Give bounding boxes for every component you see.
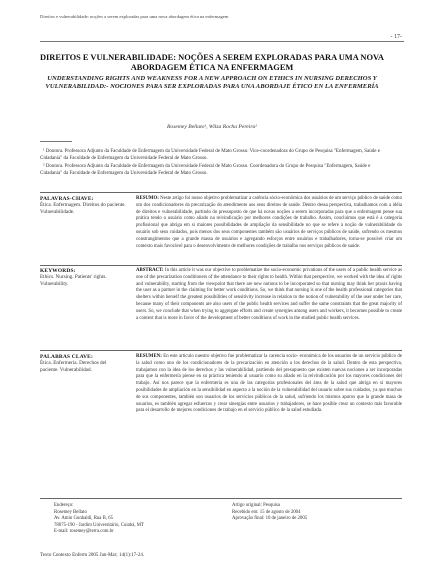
- article-title-english: UNDERSTANDING RIGHTS AND WEAKNESS FOR A NEW APPROACH ON ETHICS IN NURSING DERECHOS Y VULNERABILIDAD:- NOCIONES PARA SER EXPLORADAS PARA UNA ABORDAJE ÉTICO EN LA ENFERMERÍA: [45, 75, 379, 90]
- keywords-heading: KEYWORDS:: [40, 268, 76, 274]
- keywords-pt: [40, 196, 126, 217]
- abstract-es: [136, 354, 402, 415]
- contact-line: Rosemey Bellato: [54, 509, 87, 515]
- article-title-portuguese: DIREITOS E VULNERABILIDADE: NOÇÕES A SEREM EXPLORADAS PARA UMA NOVA ABORDAGEM ÉTICA NA ENFERMAGEM: [40, 53, 384, 72]
- section-divider: [40, 265, 402, 266]
- contact-line: Av. Amin Gunhaldi, Rua B, 65: [54, 516, 114, 522]
- contact-line: E-mail: rosemey@terra.com.br: [54, 529, 114, 535]
- keywords-text: Ética. Enfermagem. Direitos do paciente. Vulnerabilidade.: [40, 202, 126, 216]
- approved-date: Aprovação final: 10 de janeiro de 2005: [232, 516, 308, 522]
- running-header: Direitos e vulnerabilidade: noções a serem exploradas para uma nova abordagem ética na enfermagem: [40, 14, 229, 19]
- contact-address: [54, 503, 144, 536]
- keywords-heading: PALAVRAS-CHAVE:: [40, 196, 94, 202]
- affiliation-1: ¹ Doutora. Professora Adjunto da Faculdade de Enfermagem da Universidade Federal de Mato Grosso. Vice-coordenadora do Grupo de Pesquisa "Enfermagem, Saúde e Cidadania" da Faculdade de Enfermagem da Universidade Federal de Mato Grosso.: [40, 149, 380, 162]
- abstract-label: RESUMO:: [136, 196, 159, 201]
- abstract-text: En este artículo nuestro objetivo fue problematizar la carencia socio- económica de los usuarios de un servicio público de la salud como uno de los condicionadores de la precarización en atención a los derechos de la salud. Dentro de esta perspectiva, trabajamos con la idea de los derechos y las vulnerabilidad, partiendo del presupuesto que existen nuevas nociones a ser incorporadas para que la enfermería piense en su práctica teniendo al usuario como su aliado en la reivindicación por los mayores condiciones del trabajo. Así nos parece que la enfermería es una de las categorías profesionales del área de la salud que abriga en sí mayores posibilidades de ampliación en la sensibilidad en aspecto a la noción de la vulnerabilidad del usuario sobre sus cuidados, ya que muchos de sus componentes, también son usuarios de los servicios públicos de la salud, sufriendo los mismos apuros que la grande masa de usuarios, es también agregar esfuerzos y crear sinergias entre usuarios y trabajadores, se hace posible crear un contexto más favorable para el desarrollo de mejores condiciones de trabajo en el servicio público de la salud estudiada.: [136, 354, 402, 414]
- received-date: Recebido em: 15 de agosto de 2004: [232, 509, 301, 515]
- article-type: Artigo original: Pesquisa: [232, 503, 280, 508]
- header-divider: [40, 41, 404, 42]
- abstract-pt: [136, 196, 402, 250]
- abstract-label: RESUMEN:: [136, 354, 162, 359]
- article-dates: [232, 503, 307, 523]
- contact-line: 78075-190 - Jardim Universitário, Cuiabá, MT: [54, 522, 144, 528]
- keywords-text: Ética. Enfermería. Derechos del paciente. Vulnerabilidad.: [40, 360, 107, 374]
- abstract-text: In this article it was our objective to problematize the socio-economic privations of the users of a public health service as one of the precarization conditioners of the attendance to their rights to health. Within that perspective, we worked with the idea of rights and vulnerability, starting from the viewpoint that there are new notions to be incorporated so that nursing may think her praxis having the user as a partner in the claiming for better work conditions. So, we think that nursing is one of the health professional categories that shelters within herself the greatest possibilities of sensitivity increase in relation to the notion of vulnerability of the user under her care, because many of their components are also users of the public health services and suffer the same constraints that the great majority of users. So, we conclude that when trying to aggregate efforts and create synergies among users and workers, it becomes possible to create a context that is more in favor of the development of better conditions of work in the studied public health services.: [136, 268, 403, 321]
- keywords-heading: PALABRAS CLAVE:: [40, 354, 93, 360]
- section-divider: [40, 350, 402, 351]
- correspondence-box: [40, 498, 402, 539]
- affiliation-2: ² Doutora. Professora Adjunto da Faculdade de Enfermagem da Universidade Federal de Mato Grosso. Coordenadora do Grupo de Pesquisa "Enfermagem, Saúde e Cidadania" da Faculdade de Enfermagem da Universidade Federal de Mato Grosso.: [40, 164, 371, 177]
- contact-line: Endereço:: [54, 503, 74, 508]
- keywords-es: [40, 354, 126, 375]
- abstract-label: ABSTRACT:: [136, 268, 164, 273]
- abstract-text: Neste artigo foi nosso objetivo problematizar a carência sócio-econômica dos usuários de um serviço público de saúde como um dos condicionadores da precarização do atendimento aos seus direitos de saúde. Dentro dessa perspectiva, trabalhamos com a idéia de direitos e vulnerabilidade, partindo do pressuposto de que há novas noções a serem incorporadas para que a enfermagem pense sua prática tendo o usuário como aliado na reivindicação por melhores condições de trabalho. Assim, concluímos que está é a categoria profissional que abriga em si maiores possibilidades de ampliação da sensibilidade no que se refere à noção de vulnerabilidade do usuário sob seus cuidados, pois menos dos seus componentes também são usuários de serviços públicos de saúde, sofrendo os mesmos constrangimentos que a grande massa de usuários e agregando esforços entre usuários e trabalhadores, torna-se possível criar um contexto mais favorável para o desenvolvimento de melhores condições de trabalho nos serviços públicos de saúde.: [136, 196, 402, 249]
- keywords-text: Ethics. Nursing. Patients' rights. Vulnerability.: [40, 274, 107, 288]
- affiliation-divider: [40, 141, 72, 142]
- page-number: - 17-: [390, 34, 402, 40]
- section-divider: [40, 192, 402, 193]
- journal-citation: Texto Contexto Enferm 2005 Jan-Mar; 14(1):17-24.: [40, 553, 145, 558]
- authors: Rosemey Bellato¹, Wilza Rocha Pereira²: [167, 124, 257, 130]
- keywords-en: [40, 268, 126, 289]
- abstract-en: [136, 268, 402, 322]
